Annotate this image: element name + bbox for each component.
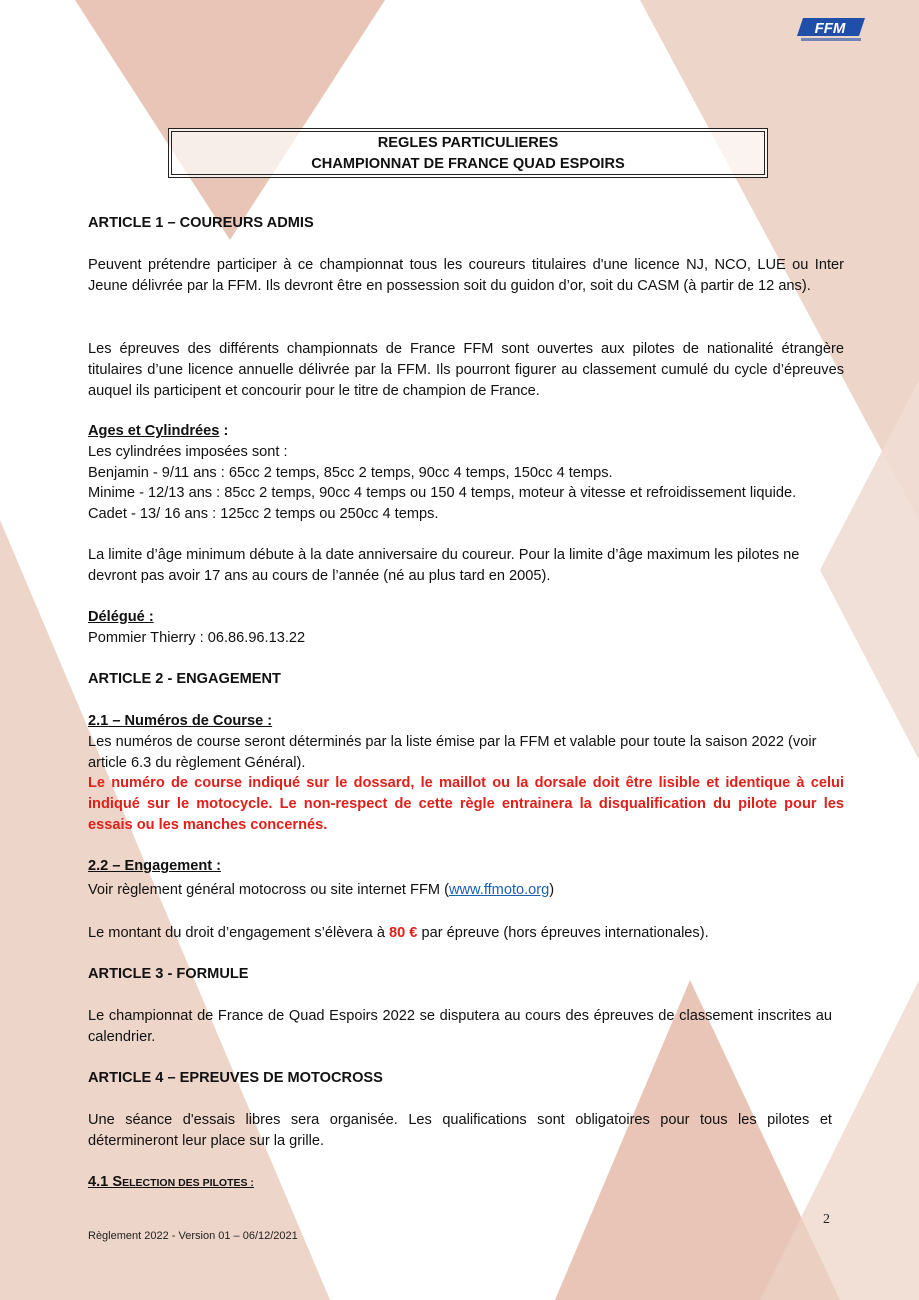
section-4-1-title bbox=[88, 1172, 844, 1194]
section-2-1 bbox=[88, 711, 844, 836]
article-3-heading: ARTICLE 3 - FORMULE bbox=[88, 966, 249, 982]
ages-heading-colon: : bbox=[219, 423, 229, 439]
delegue-heading: Délégué : bbox=[88, 609, 154, 625]
footer-text: Règlement 2022 - Version 01 – 06/12/2021 bbox=[88, 1230, 298, 1242]
article-4-text: Une séance d'essais libres sera organisée. Les qualifications sont obligatoires pour tous les pilotes et détermineront leur place sur la grille. bbox=[88, 1112, 832, 1149]
ages-heading: Ages et Cylindrées bbox=[88, 423, 220, 439]
delegue-block bbox=[88, 607, 844, 649]
triangle-top-left bbox=[75, 0, 385, 240]
section-4-1-rest: ELECTION DES PILOTES : bbox=[122, 1177, 254, 1189]
section-2-1-text: Les numéros de course seront déterminés par la liste émise par la FFM et valable pour toute la saison 2022 (voir article 6.3 du règlement Général). bbox=[88, 733, 817, 771]
article-4-heading: ARTICLE 4 – EPREUVES DE MOTOCROSS bbox=[88, 1070, 383, 1086]
section-2-2-text: Voir règlement général motocross ou site internet FFM ( bbox=[88, 881, 449, 898]
ages-line-2: Benjamin - 9/11 ans : 65cc 2 temps, 85cc 2 temps, 90cc 4 temps, 150cc 4 temps. bbox=[88, 464, 613, 481]
ffm-logo bbox=[797, 16, 867, 44]
section-2-1-warning: Le numéro de course indiqué sur le dossard, le maillot ou la dorsale doit être lisible et identique à celui indiqué sur le motocycle. Le non-respect de cette règle entrainera la disqualification du pilote pour les essais ou les manches concernés. bbox=[88, 775, 844, 833]
fee-paragraph bbox=[88, 923, 844, 944]
ages-line-3: Minime - 12/13 ans : 85cc 2 temps, 90cc 4 temps ou 150 4 temps, moteur à vitesse et refroidissement liquide. bbox=[88, 485, 797, 502]
article-1-heading: ARTICLE 1 – COUREURS ADMIS bbox=[88, 215, 314, 231]
article-1-paragraph-3: La limite d’âge minimum débute à la date anniversaire du coureur. Pour la limite d’âge maximum les pilotes ne devront pas avoir 17 ans au cours de l’année (né au plus tard en 2005). bbox=[88, 547, 800, 584]
section-2-1-title: – Numéros de Course : bbox=[108, 713, 273, 729]
logo-text: FFM bbox=[814, 20, 846, 37]
section-4-1-number: 4.1 S bbox=[88, 1174, 123, 1190]
article-3-text: Le championnat de France de Quad Espoirs 2022 se disputera au cours des épreuves de classement inscrites au calendrier. bbox=[88, 1008, 832, 1045]
title-line-2: CHAMPIONNAT DE FRANCE QUAD ESPOIRS bbox=[311, 156, 625, 172]
section-2-1-number: 2.1 bbox=[88, 713, 109, 729]
ages-line-1: Les cylindrées imposées sont : bbox=[88, 443, 288, 460]
ages-line-4: Cadet - 13/ 16 ans : 125cc 2 temps ou 250cc 4 temps. bbox=[88, 506, 439, 523]
section-2-2-title: 2.2 – Engagement : bbox=[88, 858, 222, 874]
ages-block bbox=[88, 421, 844, 525]
article-2-heading: ARTICLE 2 - ENGAGEMENT bbox=[88, 671, 281, 687]
title-box bbox=[168, 128, 768, 178]
section-2-2 bbox=[88, 856, 844, 901]
fee-text: Le montant du droit d’engagement s’élèvera à bbox=[88, 925, 389, 941]
fee-text-end: par épreuve (hors épreuves internationales). bbox=[417, 925, 709, 941]
article-1-paragraph-2: Les épreuves des différents championnats de France FFM sont ouvertes aux pilotes de nationalité étrangère titulaires d’une licence annuelle délivrée par la FFM. Ils pourront figurer au classement cumulé du cycle d’épreuves auquel ils participent et concourir pour le titre de champion de France. bbox=[88, 341, 844, 399]
page-number: 2 bbox=[823, 1212, 830, 1227]
ffmoto-link[interactable]: www.ffmoto.org bbox=[448, 881, 550, 898]
title-line-1: REGLES PARTICULIERES bbox=[377, 135, 559, 151]
delegue-value: Pommier Thierry : 06.86.96.13.22 bbox=[88, 629, 306, 646]
fee-amount: 80 € bbox=[389, 925, 418, 941]
article-1-paragraph-1: Peuvent prétendre participer à ce championnat tous les coureurs titulaires d'une licence NJ, NCO, LUE ou Inter Jeune délivrée par la FFM. Ils devront être en possession soit du guidon d’or, soit du CASM (à partir de 12 ans). bbox=[88, 257, 844, 294]
section-2-2-text-end: ) bbox=[549, 881, 555, 898]
